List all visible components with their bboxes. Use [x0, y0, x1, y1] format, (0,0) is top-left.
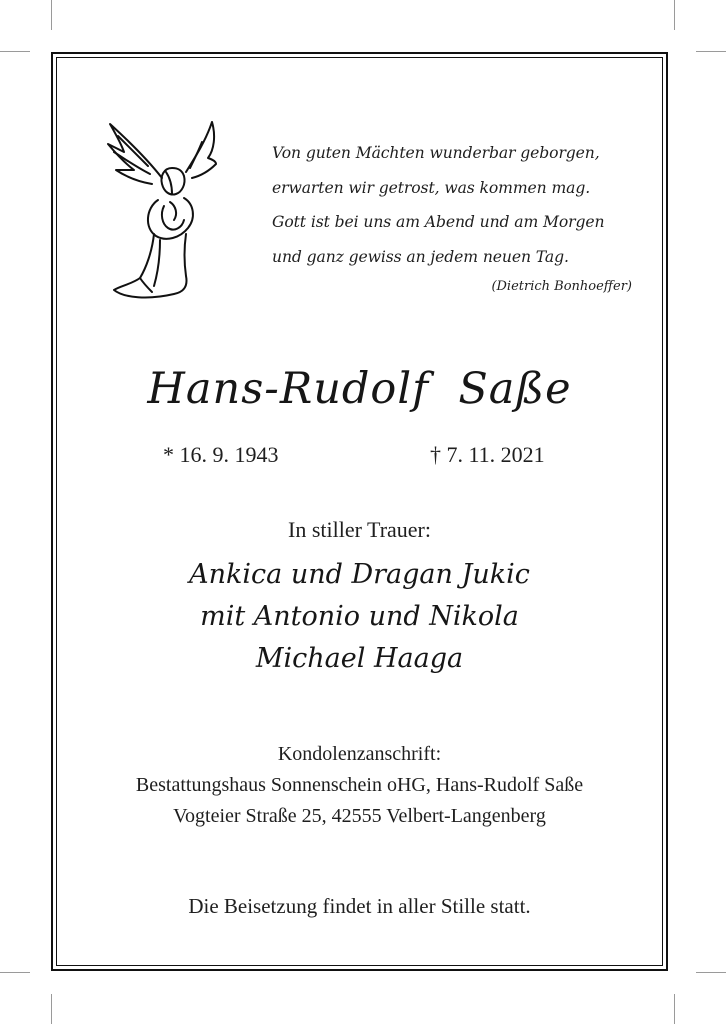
mourning-label: In stiller Trauer:	[288, 517, 431, 542]
poem-author: (Dietrich Bonhoeffer)	[491, 279, 632, 294]
condolence-address	[56, 739, 663, 832]
crop-mark	[0, 972, 30, 973]
crop-mark	[0, 51, 30, 52]
angel-icon	[104, 116, 222, 306]
crop-mark	[696, 972, 726, 973]
mourner-line: Ankica und Dragan Jukic	[189, 559, 530, 590]
condolence-line: Bestattungshaus Sonnenschein oHG, Hans-Rudolf Saße	[135, 774, 584, 796]
crop-mark	[696, 51, 726, 52]
birth-date: * 16. 9. 1943	[163, 442, 279, 467]
crop-mark	[674, 994, 675, 1024]
mourners-list	[56, 554, 663, 680]
condolence-line: Vogteier Straße 25, 42555 Velbert-Langenberg	[173, 805, 546, 827]
poem-line: erwarten wir getrost, was kommen mag.	[272, 178, 591, 197]
poem-line: Von guten Mächten wunderbar geborgen,	[272, 144, 600, 162]
poem-line: Gott ist bei uns am Abend und am Morgen	[272, 213, 605, 231]
mourner-line: Michael Haaga	[255, 643, 464, 674]
poem	[272, 136, 637, 274]
burial-note: Die Beisetzung findet in aller Stille statt.	[188, 894, 531, 918]
crop-mark	[51, 994, 52, 1024]
death-date: † 7. 11. 2021	[430, 442, 545, 467]
mourner-line: mit Antonio und Nikola	[200, 601, 519, 632]
deceased-name: Hans-Rudolf Saße	[147, 364, 572, 414]
condolence-label: Kondolenzanschrift:	[277, 743, 442, 765]
poem-line: und ganz gewiss an jedem neuen Tag.	[272, 247, 569, 266]
crop-mark	[51, 0, 52, 30]
crop-mark	[674, 0, 675, 30]
